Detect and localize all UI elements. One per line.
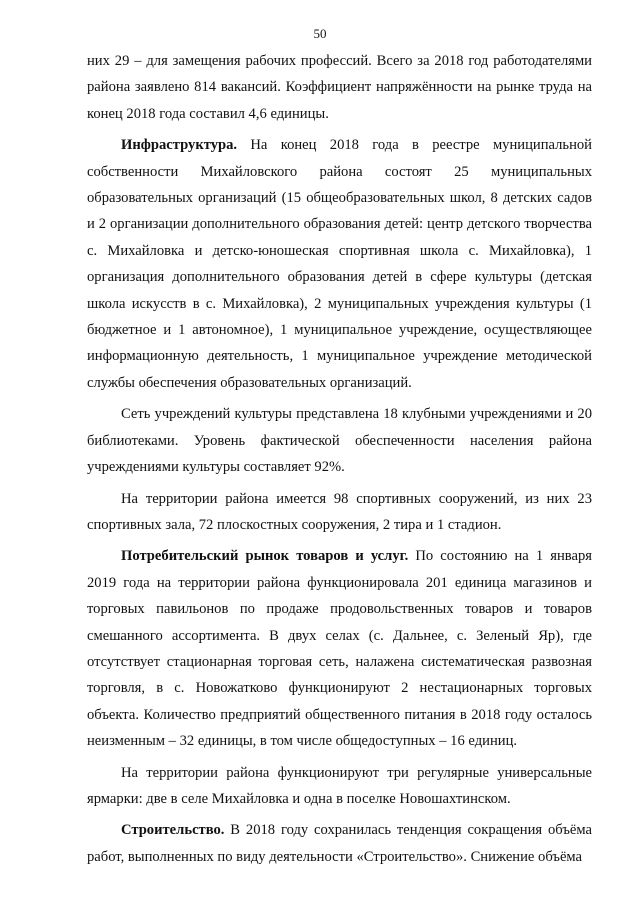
heading-infrastructure: Инфраструктура. xyxy=(121,137,238,154)
heading-construction: Строительство. xyxy=(121,822,225,839)
paragraph-construction xyxy=(87,817,592,870)
paragraph-construction-text: В 2018 году сохранилась тенденция сокращения объёма работ, выполненных по виду деятельности «Строительство». Снижение объёма xyxy=(87,822,592,865)
page-number: 50 xyxy=(313,26,327,41)
paragraph-sports: На территории района имеется 98 спортивных сооружений, из них 23 спортивных зала, 72 плоскостных сооружения, 2 тира и 1 стадион. xyxy=(87,490,592,533)
heading-consumer-market: Потребительский рынок товаров и услуг. xyxy=(121,548,409,565)
paragraph-labor-market: них 29 – для замещения рабочих профессий. Всего за 2018 год работодателями района заявлено 814 вакансий. Коэффициент напряжённости на рынке труда на конец 2018 года составил 4,6 единицы. xyxy=(87,53,592,122)
paragraph-consumer-market-text: По состоянию на 1 января 2019 года на территории района функционировала 201 единица магазинов и торговых павильонов по продаже продовольственных товаров и товаров смешанного ассортимента. В двух селах (с. Дальнее, с. Зеленый Яр), где отсутствует стационарная торговая сеть, налажена систематическая развозная торговля, в с. Новожатково функционируют 2 нестационарных торговых объекта. Количество предприятий общественного питания в 2018 году осталось неизменным – 32 единицы, в том числе общедоступных – 16 единиц. xyxy=(87,548,592,750)
paragraph-consumer-market xyxy=(87,543,592,754)
page-body xyxy=(87,48,592,870)
paragraph-infrastructure-text: На конец 2018 года в реестре муниципальной собственности Михайловского района состоят 25 муниципальных образовательных организаций (15 общеобразовательных школ, 8 детских садов и 2 организации дополнительного образования детей: центр детского творчества с. Михайловка и детско-юношеская спортивная школа с. Михайловка), 1 организация дополнительного образования детей в сфере культуры (детская школа искусств в с. Михайловка), 2 муниципальных учреждения культуры (1 бюджетное и 1 автономное), 1 муниципальное учреждение, осуществляющее информационную деятельность, 1 муниципальное учреждение методической службы обеспечения образовательных организаций. xyxy=(87,137,592,391)
paragraph-infrastructure xyxy=(87,132,592,396)
paragraph-culture: Сеть учреждений культуры представлена 18 клубными учреждениями и 20 библиотеками. Уровень фактической обеспеченности населения района учреждениями культуры составляет 92%. xyxy=(87,406,592,476)
paragraph-fairs: На территории района функционируют три регулярные универсальные ярмарки: две в селе Михайловка и одна в поселке Новошахтинском. xyxy=(87,764,592,807)
